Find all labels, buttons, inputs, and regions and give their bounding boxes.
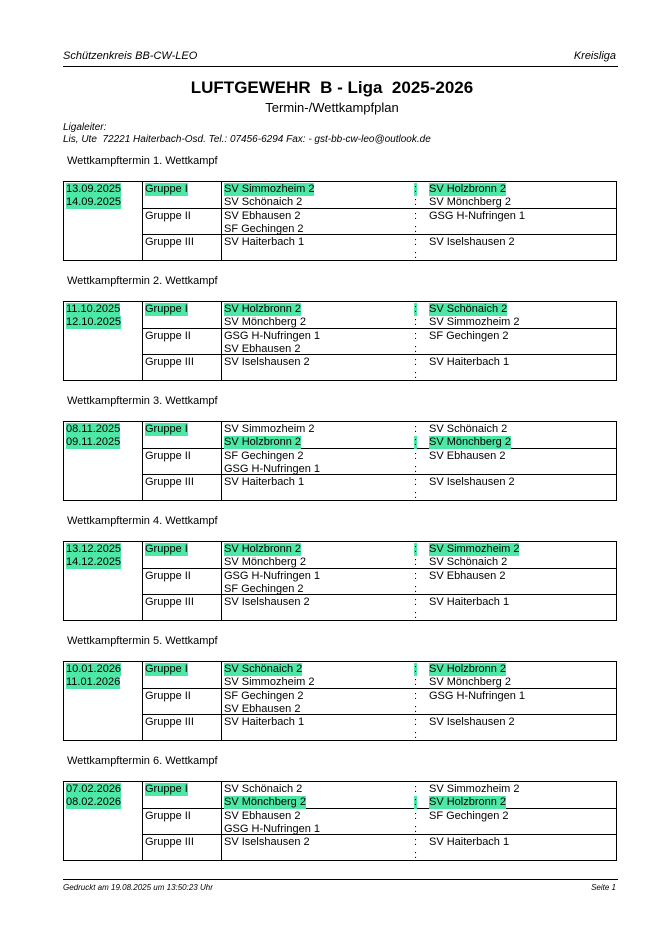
group-name: Gruppe I: [145, 183, 188, 195]
group-name: Gruppe II: [145, 210, 191, 222]
vs-separator: :: [414, 729, 418, 741]
home-team: GSG H-Nufringen 1: [224, 463, 320, 475]
group-name: Gruppe I: [145, 543, 188, 555]
away-team: SV Mönchberg 2: [429, 196, 511, 208]
away-team: SF Gechingen 2: [429, 330, 509, 342]
home-team: SV Iselshausen 2: [224, 836, 310, 848]
row-divider: [143, 688, 616, 689]
vs-separator: :: [414, 716, 418, 728]
vs-separator: :: [414, 783, 418, 795]
vs-separator: :: [414, 823, 418, 835]
home-team: SV Simmozheim 2: [224, 423, 315, 435]
vs-separator: :: [414, 596, 418, 608]
home-team: SV Iselshausen 2: [224, 356, 310, 368]
home-team: SF Gechingen 2: [224, 583, 304, 595]
vs-separator: :: [414, 330, 418, 342]
group-name: Gruppe I: [145, 663, 188, 675]
home-team: SV Iselshausen 2: [224, 596, 310, 608]
column-divider: [142, 782, 143, 860]
group-name: Gruppe I: [145, 423, 188, 435]
column-divider: [221, 662, 222, 740]
away-team: GSG H-Nufringen 1: [429, 210, 525, 222]
group-name: Gruppe II: [145, 450, 191, 462]
vs-separator: :: [414, 196, 418, 208]
match-date: 09.11.2025: [66, 436, 121, 448]
vs-separator: :: [414, 476, 418, 488]
match-date: 14.12.2025: [66, 556, 122, 568]
round-table: [63, 541, 617, 621]
group-name: Gruppe II: [145, 810, 191, 822]
round-title: Wettkampftermin 1. Wettkampf: [67, 155, 218, 167]
club-name: Schützenkreis BB-CW-LEO: [63, 50, 198, 62]
vs-separator: :: [414, 810, 418, 822]
vs-separator: :: [414, 183, 418, 195]
away-team: SV Iselshausen 2: [429, 236, 515, 248]
league-name: Kreisliga: [573, 50, 616, 62]
match-date: 12.10.2025: [66, 316, 122, 328]
round-table: [63, 661, 617, 741]
home-team: GSG H-Nufringen 1: [224, 823, 320, 835]
round-title: Wettkampftermin 6. Wettkampf: [67, 755, 218, 767]
vs-separator: :: [414, 583, 418, 595]
page-subtitle: Termin-/Wettkampfplan: [265, 100, 399, 115]
away-team: SV Simmozheim 2: [429, 783, 520, 795]
round-title: Wettkampftermin 3. Wettkampf: [67, 395, 218, 407]
group-name: Gruppe I: [145, 303, 188, 315]
home-team: SV Ebhausen 2: [224, 703, 301, 715]
match-date: 08.11.2025: [66, 423, 121, 435]
row-divider: [143, 834, 616, 835]
home-team: SF Gechingen 2: [224, 450, 304, 462]
home-team: SV Ebhausen 2: [224, 343, 301, 355]
home-team: SV Mönchberg 2: [224, 796, 306, 808]
vs-separator: :: [414, 676, 418, 688]
ligaleiter-contact: Lis, Ute 72221 Haiterbach-Osd. Tel.: 07456-6294 Fax: - gst-bb-cw-leo@outlook.de: [63, 134, 431, 145]
group-name: Gruppe III: [145, 476, 194, 488]
home-team: SV Schönaich 2: [224, 783, 303, 795]
column-divider: [221, 422, 222, 500]
round-title: Wettkampftermin 5. Wettkampf: [67, 635, 218, 647]
home-team: SF Gechingen 2: [224, 690, 304, 702]
vs-separator: :: [414, 570, 418, 582]
row-divider: [143, 594, 616, 595]
home-team: SV Mönchberg 2: [224, 556, 306, 568]
vs-separator: :: [414, 450, 418, 462]
group-name: Gruppe III: [145, 836, 194, 848]
match-date: 08.02.2026: [66, 796, 122, 808]
vs-separator: :: [414, 436, 418, 448]
home-team: SV Mönchberg 2: [224, 316, 306, 328]
group-name: Gruppe II: [145, 330, 191, 342]
column-divider: [221, 542, 222, 620]
away-team: SV Haiterbach 1: [429, 836, 510, 848]
vs-separator: :: [414, 210, 418, 222]
match-date: 11.01.2026: [66, 676, 121, 688]
away-team: SV Holzbronn 2: [429, 796, 507, 808]
column-divider: [142, 302, 143, 380]
vs-separator: :: [414, 236, 418, 248]
vs-separator: :: [414, 663, 418, 675]
row-divider: [143, 714, 616, 715]
group-name: Gruppe III: [145, 236, 194, 248]
column-divider: [142, 182, 143, 260]
vs-separator: :: [414, 303, 418, 315]
ligaleiter-label: Ligaleiter:: [63, 122, 107, 133]
home-team: SF Gechingen 2: [224, 223, 304, 235]
round-title: Wettkampftermin 4. Wettkampf: [67, 515, 218, 527]
home-team: SV Ebhausen 2: [224, 210, 301, 222]
match-date: 07.02.2026: [66, 783, 122, 795]
home-team: SV Holzbronn 2: [224, 436, 302, 448]
away-team: SV Schönaich 2: [429, 423, 508, 435]
away-team: SV Haiterbach 1: [429, 356, 510, 368]
away-team: SV Schönaich 2: [429, 303, 508, 315]
column-divider: [142, 542, 143, 620]
page-number: Seite 1: [591, 883, 616, 892]
away-team: SV Ebhausen 2: [429, 450, 506, 462]
page-title: LUFTGEWEHR B - Liga 2025-2026: [190, 78, 474, 97]
group-name: Gruppe II: [145, 570, 191, 582]
row-divider: [143, 234, 616, 235]
vs-separator: :: [414, 703, 418, 715]
vs-separator: :: [414, 543, 418, 555]
row-divider: [143, 474, 616, 475]
group-name: Gruppe II: [145, 690, 191, 702]
vs-separator: :: [414, 609, 418, 621]
footer-divider: [63, 879, 618, 880]
away-team: SV Iselshausen 2: [429, 716, 515, 728]
round-table: [63, 421, 617, 501]
column-divider: [142, 662, 143, 740]
away-team: SV Mönchberg 2: [429, 676, 511, 688]
group-name: Gruppe III: [145, 716, 194, 728]
home-team: SV Ebhausen 2: [224, 810, 301, 822]
away-team: GSG H-Nufringen 1: [429, 690, 525, 702]
away-team: SV Ebhausen 2: [429, 570, 506, 582]
vs-separator: :: [414, 343, 418, 355]
row-divider: [143, 354, 616, 355]
home-team: GSG H-Nufringen 1: [224, 570, 320, 582]
away-team: SV Haiterbach 1: [429, 596, 510, 608]
vs-separator: :: [414, 796, 418, 808]
home-team: SV Schönaich 2: [224, 196, 303, 208]
group-name: Gruppe III: [145, 356, 194, 368]
row-divider: [143, 568, 616, 569]
group-name: Gruppe I: [145, 783, 188, 795]
away-team: SV Simmozheim 2: [429, 316, 520, 328]
vs-separator: :: [414, 836, 418, 848]
print-timestamp: Gedruckt am 19.08.2025 um 13:50:23 Uhr: [63, 883, 213, 892]
match-date: 11.10.2025: [66, 303, 121, 315]
vs-separator: :: [414, 690, 418, 702]
home-team: SV Haiterbach 1: [224, 476, 305, 488]
round-table: [63, 781, 617, 861]
away-team: SV Simmozheim 2: [429, 543, 520, 555]
away-team: SV Holzbronn 2: [429, 663, 507, 675]
home-team: SV Holzbronn 2: [224, 303, 302, 315]
vs-separator: :: [414, 489, 418, 501]
home-team: GSG H-Nufringen 1: [224, 330, 320, 342]
vs-separator: :: [414, 556, 418, 568]
home-team: SV Simmozheim 2: [224, 183, 315, 195]
row-divider: [143, 808, 616, 809]
column-divider: [142, 422, 143, 500]
vs-separator: :: [414, 369, 418, 381]
row-divider: [143, 208, 616, 209]
vs-separator: :: [414, 223, 418, 235]
home-team: SV Simmozheim 2: [224, 676, 315, 688]
match-date: 14.09.2025: [66, 196, 122, 208]
home-team: SV Holzbronn 2: [224, 543, 302, 555]
vs-separator: :: [414, 463, 418, 475]
header-divider: [63, 66, 618, 67]
match-date: 13.12.2025: [66, 543, 122, 555]
away-team: SV Holzbronn 2: [429, 183, 507, 195]
column-divider: [221, 302, 222, 380]
match-date: 10.01.2026: [66, 663, 122, 675]
away-team: SV Schönaich 2: [429, 556, 508, 568]
vs-separator: :: [414, 423, 418, 435]
vs-separator: :: [414, 849, 418, 861]
away-team: SF Gechingen 2: [429, 810, 509, 822]
home-team: SV Haiterbach 1: [224, 236, 305, 248]
home-team: SV Haiterbach 1: [224, 716, 305, 728]
vs-separator: :: [414, 356, 418, 368]
vs-separator: :: [414, 249, 418, 261]
column-divider: [221, 782, 222, 860]
round-table: [63, 181, 617, 261]
round-title: Wettkampftermin 2. Wettkampf: [67, 275, 218, 287]
group-name: Gruppe III: [145, 596, 194, 608]
round-table: [63, 301, 617, 381]
away-team: SV Iselshausen 2: [429, 476, 515, 488]
row-divider: [143, 328, 616, 329]
away-team: SV Mönchberg 2: [429, 436, 511, 448]
match-date: 13.09.2025: [66, 183, 122, 195]
home-team: SV Schönaich 2: [224, 663, 303, 675]
vs-separator: :: [414, 316, 418, 328]
column-divider: [221, 182, 222, 260]
row-divider: [143, 448, 616, 449]
